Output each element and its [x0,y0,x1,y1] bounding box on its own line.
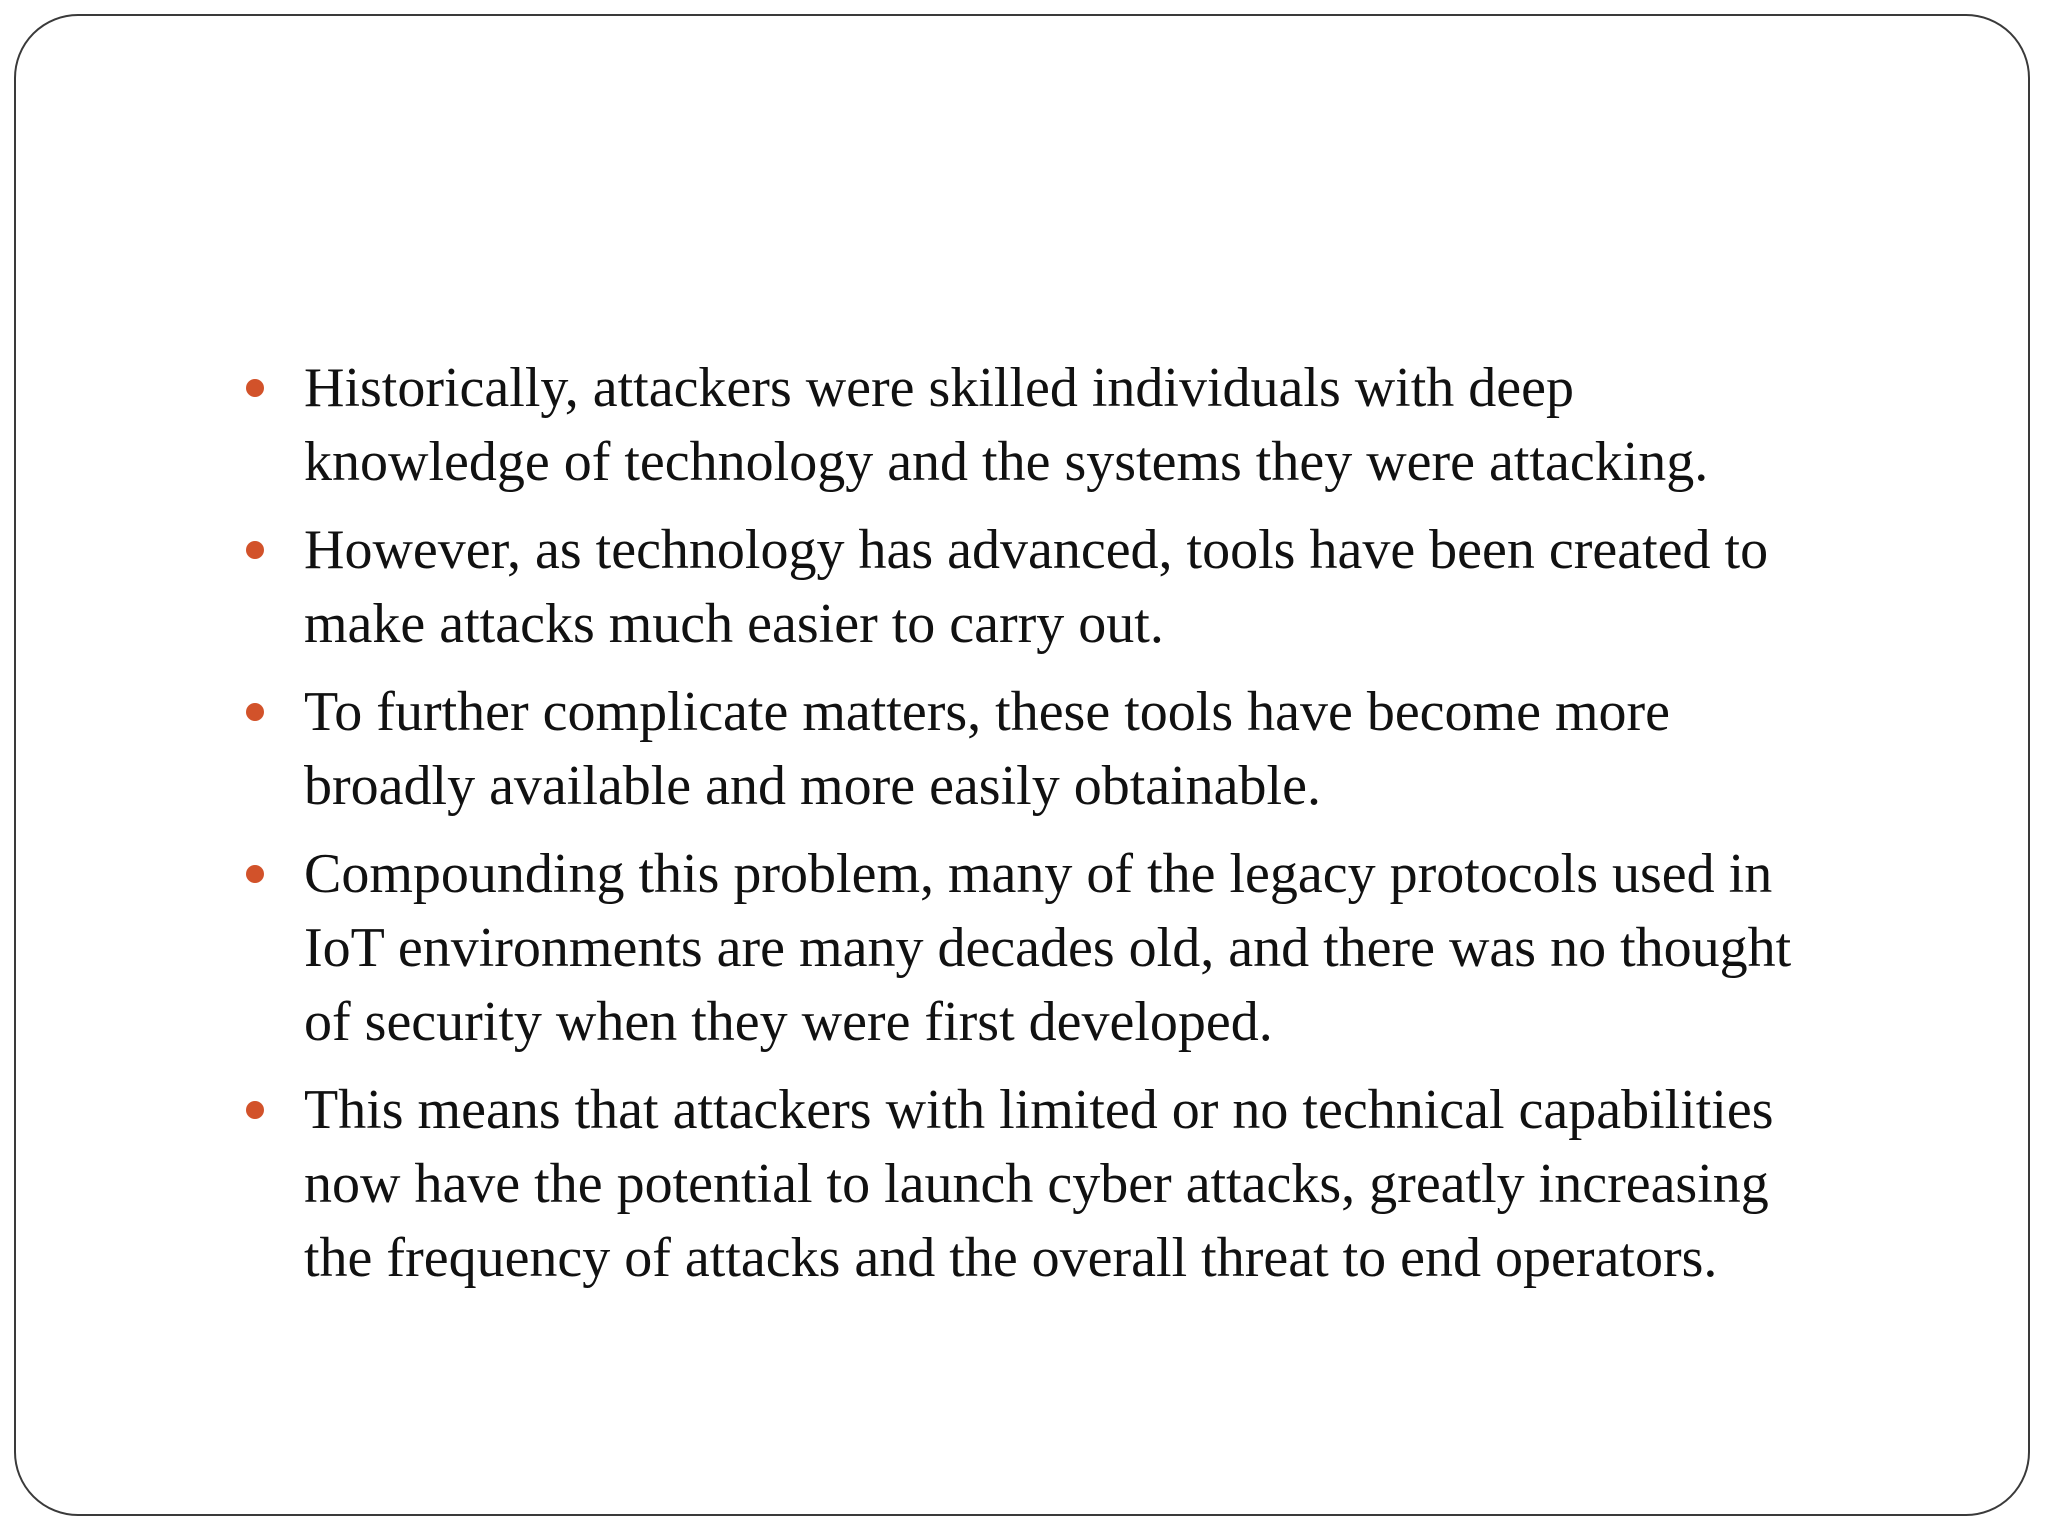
bullet-line: of security when they were first developed. [304,991,1273,1053]
bullet-dot-icon [246,379,264,397]
bullet-line: broadly available and more easily obtainable. [304,755,1321,817]
list-item [246,351,1966,499]
list-item [246,1073,1966,1295]
bullet-line: knowledge of technology and the systems they were attacking. [304,431,1709,493]
bullet-line: Compounding this problem, many of the legacy protocols used in [304,843,1773,905]
bullet-line: However, as technology has advanced, tools have been created to [304,519,1769,581]
list-item [246,675,1966,823]
bullet-line: IoT environments are many decades old, and there was no thought [304,917,1792,979]
slide-frame [14,14,2030,1516]
bullet-dot-icon [246,1101,264,1119]
bullet-line: make attacks much easier to carry out. [304,593,1164,655]
bullet-line: the frequency of attacks and the overall threat to end operators. [304,1227,1718,1289]
list-item [246,837,1966,1059]
bullet-dot-icon [246,703,264,721]
bullet-line: Historically, attackers were skilled individuals with deep [304,357,1575,419]
bullet-list [246,351,1966,1309]
bullet-line: To further complicate matters, these tools have become more [304,681,1671,743]
bullet-line: This means that attackers with limited or no technical capabilities [304,1079,1774,1141]
bullet-line: now have the potential to launch cyber attacks, greatly increasing [304,1153,1769,1215]
list-item [246,513,1966,661]
bullet-dot-icon [246,541,264,559]
bullet-dot-icon [246,865,264,883]
